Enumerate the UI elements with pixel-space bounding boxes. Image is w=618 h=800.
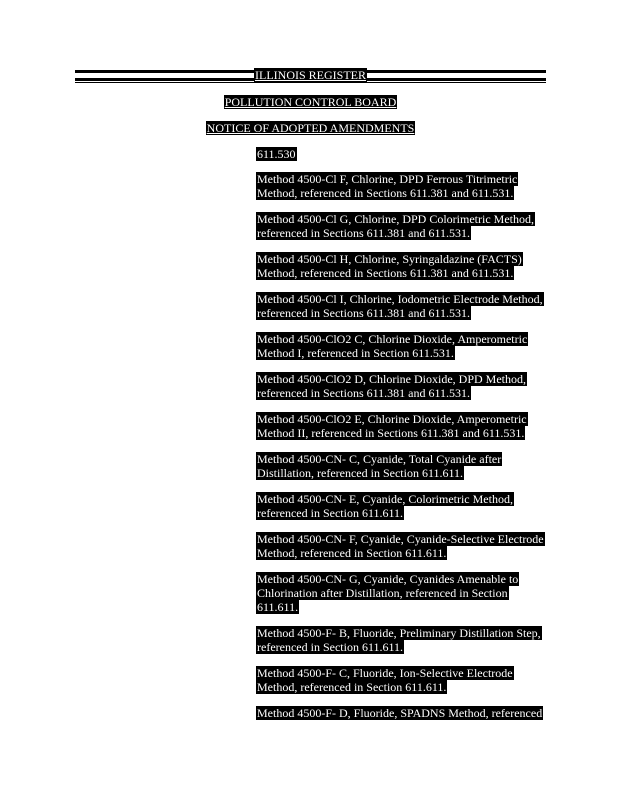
header-rule-thin [75,82,546,83]
section-number: 611.530 [257,147,296,161]
method-item: Method 4500-CN- F, Cyanide, Cyanide-Selective Electrode Method, referenced in Section 611.611. [257,532,544,560]
method-item: Method 4500-Cl F, Chlorine, DPD Ferrous Titrimetric Method, referenced in Sections 611.381 and 611.531. [257,172,518,200]
method-item: Method 4500-Cl H, Chlorine, Syringaldazine (FACTS) Method, referenced in Sections 611.381 and 611.531. [257,252,522,280]
register-title: ILLINOIS REGISTER [255,68,366,82]
board-name: POLLUTION CONTROL BOARD [224,95,397,109]
notice-heading: NOTICE OF ADOPTED AMENDMENTS [206,121,415,135]
method-item: Method 4500-Cl G, Chlorine, DPD Colorimetric Method, referenced in Sections 611.381 and 611.531. [257,212,534,240]
method-item: Method 4500-CN- E, Cyanide, Colorimetric Method, referenced in Section 611.611. [257,492,513,520]
method-item: Method 4500-F- C, Fluoride, Ion-Selective Electrode Method, referenced in Section 611.611. [257,666,513,694]
method-item: Method 4500-ClO2 E, Chlorine Dioxide, Amperometric Method II, referenced in Sections 611.381 and 611.531. [257,412,527,440]
method-item: Method 4500-F- B, Fluoride, Preliminary Distillation Step, referenced in Section 611.611. [257,626,541,654]
method-item: Method 4500-CN- C, Cyanide, Total Cyanide after Distillation, referenced in Section 611.611. [257,452,502,480]
method-item: Method 4500-F- D, Fluoride, SPADNS Method, referenced [257,706,543,720]
method-item: Method 4500-Cl I, Chlorine, Iodometric Electrode Method, referenced in Sections 611.381 and 611.531. [257,292,543,320]
method-item: Method 4500-ClO2 C, Chlorine Dioxide, Amperometric Method I, referenced in Section 611.531. [257,332,528,360]
method-item: Method 4500-CN- G, Cyanide, Cyanides Amenable to Chlorination after Distillation, referenced in Section 611.611. [257,572,519,614]
method-item: Method 4500-ClO2 D, Chlorine Dioxide, DPD Method, referenced in Sections 611.381 and 611.531. [257,372,526,400]
